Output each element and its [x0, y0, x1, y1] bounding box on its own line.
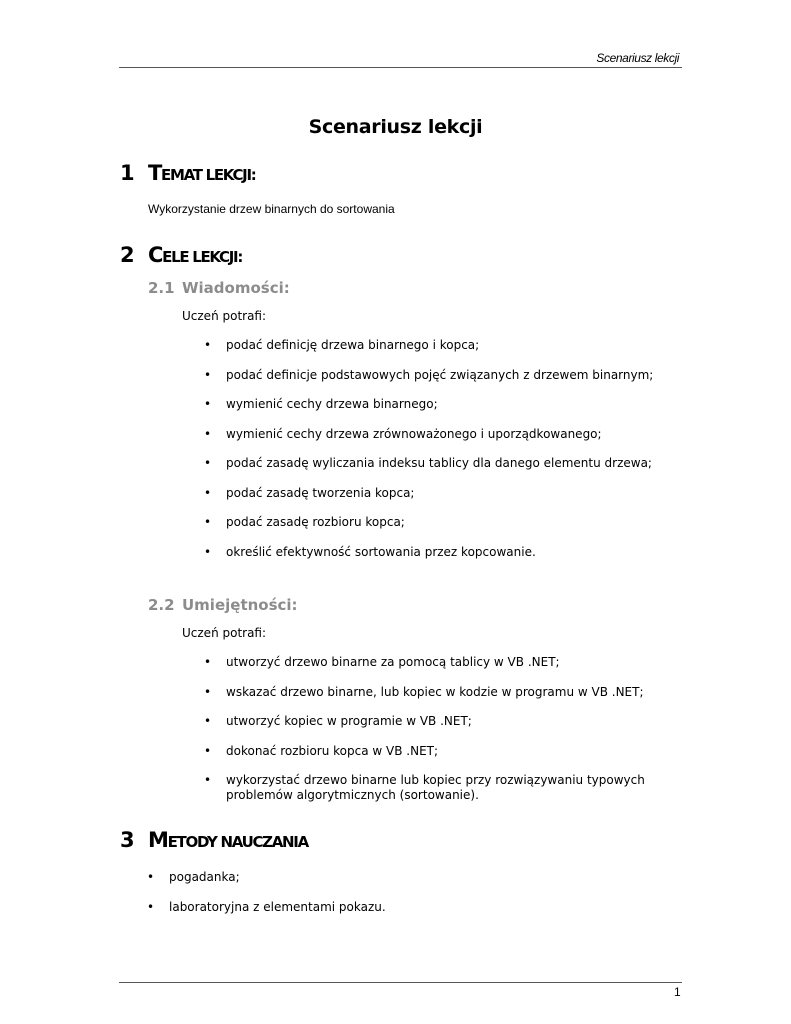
subsection-2-1-heading [148, 279, 290, 297]
list-item: • wymienić cechy drzewa zrównoważonego i uporządkowanego; [204, 426, 602, 441]
list-item: • wymienić cechy drzewa binarnego; [204, 397, 438, 411]
list-item: • podać zasadę rozbioru kopca; [204, 515, 405, 529]
subsection-title: Wiadomości: [182, 279, 290, 297]
knowledge-list [204, 338, 666, 574]
list-item: • pogadanka; [147, 870, 240, 884]
heading-initial: C [148, 243, 163, 267]
skills-list [204, 655, 666, 818]
bullet-icon: • [204, 367, 212, 382]
list-item: • wskazać drzewo binarne, lub kopiec w kodzie w programu w VB .NET; [204, 684, 644, 699]
page-number: 1 [674, 985, 681, 999]
section-number: 3 [120, 828, 134, 852]
list-item: • laboratoryjna z elementami pokazu. [147, 899, 386, 914]
section-3-heading [120, 828, 308, 852]
section-1-heading [120, 161, 255, 185]
list-item: • utworzyć kopiec w programie w VB .NET; [204, 714, 472, 728]
bullet-icon: • [204, 714, 212, 728]
methods-list [147, 870, 609, 929]
bullet-icon: • [204, 684, 212, 699]
bullet-icon: • [204, 743, 212, 758]
bullet-icon: • [204, 773, 212, 787]
subsection-2-2-intro: Uczeń potrafi: [182, 626, 267, 640]
running-header: Scenariusz lekcji [596, 51, 679, 65]
heading-rest: ELE LEKCJI: [162, 248, 243, 266]
section-number: 1 [120, 161, 134, 185]
section-number: 2 [120, 243, 134, 267]
bullet-icon: • [204, 485, 212, 500]
list-item: • wykorzystać drzewo binarne lub kopiec przy rozwiązywaniu typowych problemów algorytmicznych (sortowanie). [204, 773, 645, 802]
heading-initial: M [148, 828, 168, 852]
bullet-icon: • [147, 870, 155, 884]
document-title: Scenariusz lekcji [308, 116, 483, 138]
heading-initial: T [148, 161, 162, 185]
heading-rest: EMAT LEKCJI: [161, 166, 256, 184]
list-item: • podać zasadę tworzenia kopca; [204, 485, 415, 500]
heading-rest: ETODY NAUCZANIA [167, 833, 308, 851]
bullet-icon: • [204, 544, 212, 559]
list-item: • utworzyć drzewo binarne za pomocą tablicy w VB .NET; [204, 655, 560, 669]
bullet-icon: • [204, 338, 212, 352]
list-item: • określić efektywność sortowania przez kopcowanie. [204, 544, 536, 559]
subsection-number: 2.2 [148, 596, 175, 614]
bullet-icon: • [204, 655, 212, 669]
bullet-icon: • [204, 426, 212, 441]
header-divider [119, 67, 682, 68]
subsection-2-1-intro: Uczeń potrafi: [182, 309, 267, 323]
footer-divider [119, 982, 682, 983]
bullet-icon: • [204, 456, 212, 470]
list-item: • podać zasadę wyliczania indeksu tablicy dla danego elementu drzewa; [204, 456, 652, 470]
list-item: • podać definicję drzewa binarnego i kopca; [204, 338, 480, 352]
subsection-number: 2.1 [148, 279, 175, 297]
bullet-icon: • [147, 899, 155, 914]
list-item: • dokonać rozbioru kopca w VB .NET; [204, 743, 439, 758]
subsection-title: Umiejętności: [182, 596, 298, 614]
bullet-icon: • [204, 397, 212, 411]
section-2-heading [120, 243, 242, 267]
list-item: • podać definicje podstawowych pojęć związanych z drzewem binarnym; [204, 367, 654, 382]
section-1-body: Wykorzystanie drzew binarnych do sortowania [148, 202, 395, 216]
bullet-icon: • [204, 515, 212, 529]
subsection-2-2-heading [148, 596, 298, 614]
